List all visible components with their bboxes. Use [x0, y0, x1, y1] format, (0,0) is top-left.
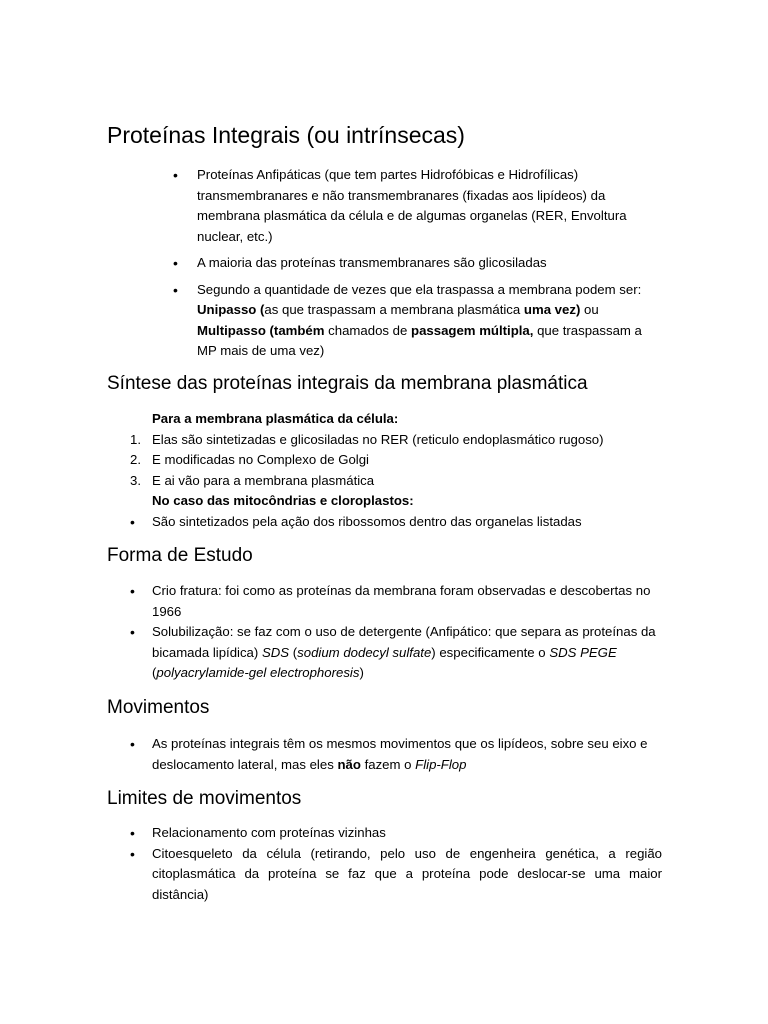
section-heading-movimentos: Movimentos — [107, 697, 210, 718]
unipasso-text: as que traspassam a membrana plasmática — [264, 302, 524, 317]
unipasso-label: Unipasso ( — [197, 302, 265, 317]
passagem-label: passagem múltipla, — [411, 322, 534, 338]
sds-pege-term: SDS PEGE — [549, 644, 617, 660]
bullet-glyph: • — [173, 281, 178, 298]
bullet-glyph: • — [130, 624, 135, 640]
estudo-bullet-list — [130, 581, 662, 684]
estudo-bullet-1-text: Crio fratura: foi como as proteínas da membrana foram observadas e descobertas no 1966 — [152, 583, 651, 619]
flip-flop-term: Flip-Flop — [415, 756, 467, 772]
intro-bullet-3-line1: Segundo a quantidade de vezes que ela traspassa a membrana podem ser: — [197, 281, 642, 297]
uma-vez-label: uma vez) — [523, 302, 581, 317]
step-text: E modificadas no Complexo de Golgi — [152, 452, 369, 467]
list-item — [130, 471, 672, 492]
bullet-glyph: • — [130, 825, 135, 841]
movimentos-bullet-text: As proteínas integrais têm os mesmos movimentos que os lipídeos, sobre seu eixo e deslocamento lateral, mas eles — [152, 736, 648, 772]
sintese-subheading-2: No caso das mitocôndrias e cloroplastos: — [152, 493, 414, 508]
sintese-subheading-1: Para a membrana plasmática da célula: — [152, 411, 399, 426]
list-item — [130, 622, 662, 684]
list-item — [130, 512, 672, 533]
list-item — [130, 844, 662, 906]
bullet-glyph: • — [130, 736, 135, 752]
limites-bullet-list — [130, 823, 662, 905]
multipasso-end-text: que traspassam a MP mais de uma vez) — [197, 322, 642, 358]
polyacrylamide-term: polyacrylamide-gel electrophoresis — [156, 665, 360, 680]
sds-full-term: sodium dodecyl sulfate — [297, 644, 432, 660]
list-item — [130, 581, 662, 622]
sintese-bullet-text: São sintetizados pela ação dos ribossomos dentro das organelas listadas — [152, 513, 582, 529]
page-title: Proteínas Integrais (ou intrínsecas) — [107, 122, 465, 148]
list-item — [130, 734, 662, 775]
especificamente-text: ) especificamente o — [431, 644, 550, 660]
nao-emphasis: não — [337, 756, 361, 772]
fazem-text: fazem o — [360, 756, 416, 772]
list-item — [130, 430, 672, 451]
chamados-text: chamados de — [324, 322, 412, 338]
paren-open: ( — [289, 644, 298, 660]
multipasso-label: Multipasso (também — [197, 322, 325, 338]
intro-bullet-list — [173, 165, 655, 362]
step-number: 1. — [130, 431, 141, 447]
movimentos-bullet-list — [130, 734, 662, 775]
step-text: Elas são sintetizadas e glicosiladas no RER (reticulo endoplasmático rugoso) — [152, 431, 604, 447]
intro-bullet-1-text: Proteínas Anfipáticas (que tem partes Hidrofóbicas e Hidrofílicas) transmembranares e não transmembranares (fixadas aos lipídeos) da membrana plasmática da célula e de algumas organelas (RER, Envoltura nuclear, etc.) — [197, 167, 627, 244]
list-item — [173, 253, 655, 274]
bullet-glyph: • — [130, 513, 135, 530]
bullet-glyph: • — [130, 583, 135, 599]
section-heading-estudo: Forma de Estudo — [107, 545, 253, 566]
limites-bullet-1-text: Relacionamento com proteínas vizinhas — [152, 825, 386, 840]
paren-close: ) — [359, 665, 364, 680]
bullet-glyph: • — [173, 255, 178, 271]
list-item — [130, 450, 672, 471]
section-heading-limites: Limites de movimentos — [107, 788, 302, 809]
list-item — [173, 280, 655, 362]
ou-text: ou — [580, 302, 599, 317]
paren-open-2: ( — [152, 665, 157, 680]
sintese-content — [130, 409, 672, 532]
list-item — [173, 165, 655, 247]
step-number: 3. — [130, 472, 141, 488]
step-number: 2. — [130, 452, 141, 467]
intro-bullet-2-text: A maioria das proteínas transmembranares são glicosiladas — [197, 255, 547, 270]
bullet-glyph: • — [130, 845, 135, 862]
bullet-glyph: • — [173, 167, 178, 183]
step-text: E ai vão para a membrana plasmática — [152, 472, 375, 488]
list-item — [130, 823, 662, 844]
limites-bullet-2-text: Citoesqueleto da célula (retirando, pelo uso de engenheira genética, a região citoplasmática da proteína se faz que a proteína pode deslocar-se uma maior distância) — [152, 845, 662, 902]
estudo-bullet-2-text: Solubilização: se faz com o uso de detergente (Anfipático: que separa as proteínas da bicamada lipídica) — [152, 624, 656, 660]
section-heading-sintese: Síntese das proteínas integrais da membrana plasmática — [107, 373, 588, 394]
sds-term: SDS — [261, 644, 290, 660]
